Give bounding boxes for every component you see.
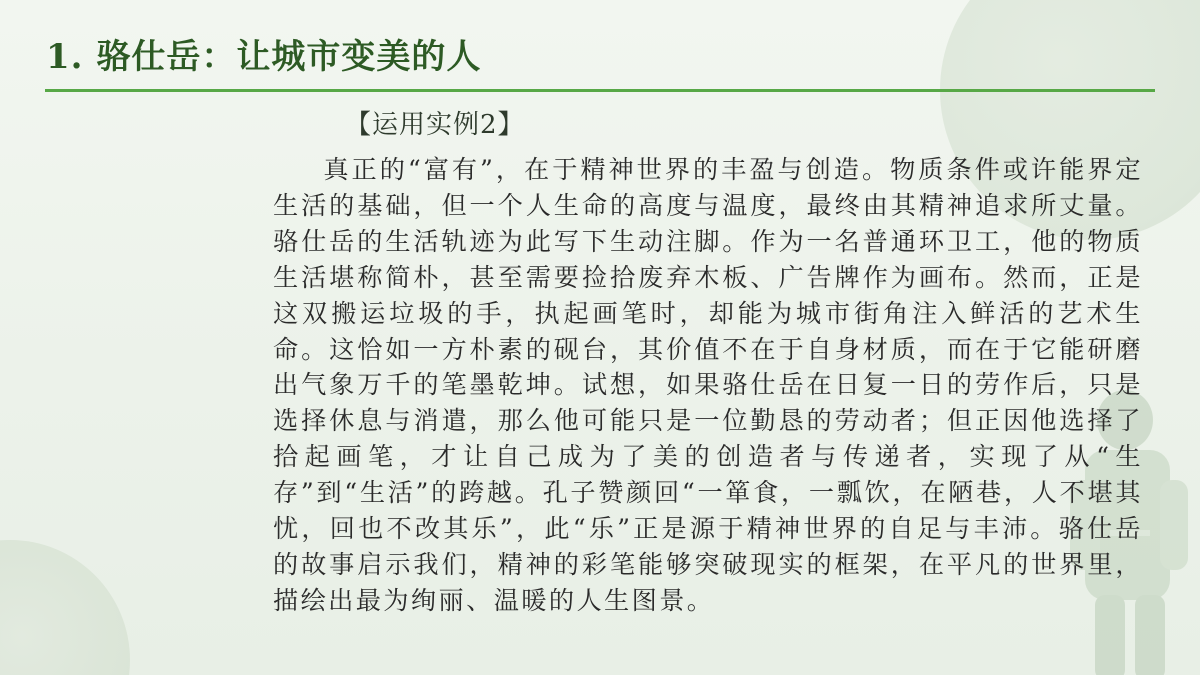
page-title: 1. 骆仕岳：让城市变美的人 xyxy=(46,36,482,77)
decorative-circle-left xyxy=(0,540,130,675)
section-label: 【运用实例2】 xyxy=(345,110,525,140)
title-divider xyxy=(45,89,1155,92)
header xyxy=(46,28,481,78)
body-paragraph: 真正的“富有”，在于精神世界的丰盈与创造。物质条件或许能界定生活的基础，但一个人生命的高度与温度，最终由其精神追求所丈量。骆仕岳的生活轨迹为此写下生动注脚。作为一名普通环卫工，他的物质生活堪称简朴，甚至需要捡拾废弃木板、广告牌作为画布。然而，正是这双搬运垃圾的手，执起画笔时，却能为城市街角注入鲜活的艺术生命。这恰如一方朴素的砚台，其价值不在于自身材质，而在于它能研磨出气象万千的笔墨乾坤。试想，如果骆仕岳在日复一日的劳作后，只是选择休息与消遣，那么他可能只是一位勤恳的劳动者；但正因他选择了拾起画笔，才让自己成为了美的创造者与传递者，实现了从“生存”到“生活”的跨越。孔子赞颜回“一箪食，一瓢饮，在陋巷，人不堪其忧，回也不改其乐”，此“乐”正是源于精神世界的自足与丰沛。骆仕岳的故事启示我们，精神的彩笔能够突破现实的框架，在平凡的世界里，描绘出最为绚丽、温暖的人生图景。 xyxy=(273,155,1143,615)
